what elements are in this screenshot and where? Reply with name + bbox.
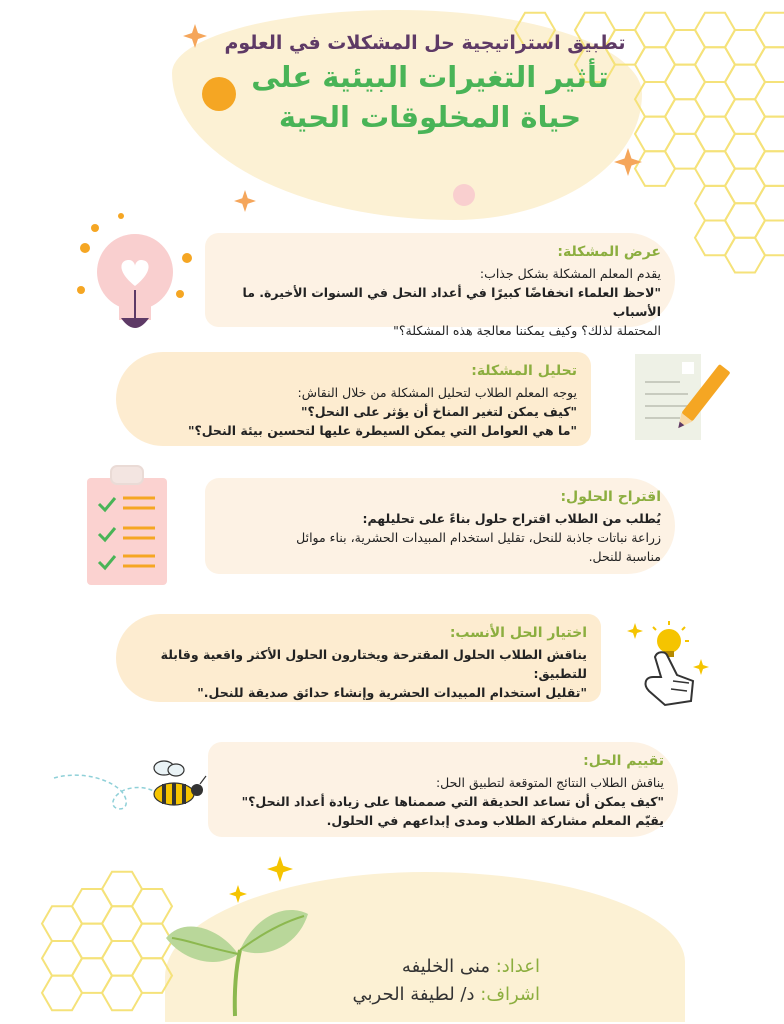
section-present-problem: [205, 233, 675, 338]
section-heading: اختيار الحل الأنسب:: [449, 625, 587, 641]
supervised-name: د/ لطيفة الحربي: [352, 984, 475, 1005]
section-line: يُطلب من الطلاب اقتراح حلول بناءً على تحليلهم:: [362, 511, 661, 526]
honeycomb-cell: [755, 221, 784, 256]
credits-prepared: [300, 956, 540, 977]
honeycomb-cell: [755, 82, 784, 117]
sparkle-icon: [267, 856, 293, 882]
section-line: يقيّم المعلم مشاركة الطلاب ومدى إبداعهم في الحلول.: [326, 813, 664, 828]
section-heading: اقتراح الحلول:: [560, 489, 661, 505]
section-line: يناقش الطلاب النتائج المتوقعة لتطبيق الحل:: [435, 775, 664, 790]
section-evaluate-solution: [208, 742, 678, 837]
subtitle: تطبيق استراتيجية حل المشكلات في العلوم: [224, 32, 626, 54]
sparkle-icon: [234, 190, 256, 212]
section-heading: تقييم الحل:: [583, 753, 664, 769]
section-line: يناقش الطلاب الحلول المقترحة ويختارون الحلول الأكثر واقعية وقابلة للتطبيق:: [160, 647, 587, 681]
honeycomb-cell: [755, 13, 784, 48]
credits-supervised: [300, 984, 540, 1005]
supervised-label: اشراف:: [480, 984, 540, 1005]
bee-icon: [52, 760, 212, 820]
idea-hand-icon: [625, 615, 715, 710]
section-line: "لاحظ العلماء انخفاضًا كبيرًا في أعداد النحل في السنوات الأخيرة. ما الأسباب: [242, 285, 661, 319]
honeycomb-cell: [755, 186, 784, 221]
page-title-line2: حياة المخلوقات الحية: [278, 100, 582, 134]
sparkle-icon: [183, 24, 207, 48]
section-line: مناسبة للنحل.: [588, 549, 661, 564]
sparkle-icon: [614, 148, 642, 176]
section-propose-solutions: [205, 478, 675, 574]
page-title: تأثير التغيرات البيئية على: [251, 60, 609, 94]
section-line: "كيف يمكن لتغير المناخ أن يؤثر على النحل؟": [301, 404, 577, 419]
section-line: "ما هي العوامل التي يمكن السيطرة عليها لتحسين بيئة النحل؟": [188, 423, 577, 438]
honeycomb-cell: [755, 117, 784, 152]
section-choose-best: [116, 614, 601, 702]
honeycomb-icon: [48, 875, 158, 1015]
section-analyze-problem: [116, 352, 591, 446]
section-heading: تحليل المشكلة:: [471, 363, 577, 379]
section-line: زراعة نباتات جاذبة للنحل، تقليل استخدام المبيدات الحشرية، بناء موائل: [296, 530, 661, 545]
section-line: "كيف يمكن أن تساعد الحديقة التي صممناها على زيادة أعداد النحل؟": [241, 794, 664, 809]
prepared-name: منى الخليفه: [401, 956, 490, 977]
dot-decoration: [452, 183, 476, 207]
section-line: يوجه المعلم الطلاب لتحليل المشكلة من خلال النقاش:: [297, 385, 577, 400]
lightbulb-icon: [75, 210, 200, 345]
prepared-label: اعداد:: [495, 956, 540, 977]
section-line: المحتملة لذلك؟ وكيف يمكننا معالجة هذه المشكلة؟": [393, 323, 661, 338]
honeycomb-cell: [755, 47, 784, 82]
sprout-icon: [160, 898, 310, 1018]
notepad-pencil-icon: [630, 352, 725, 444]
section-line: يقدم المعلم المشكلة بشكل جذاب:: [479, 266, 661, 281]
section-line: "تقليل استخدام المبيدات الحشرية وإنشاء حدائق صديقة للنحل.": [197, 685, 587, 700]
honeycomb-cell: [755, 151, 784, 186]
checklist-icon: [85, 462, 169, 587]
section-heading: عرض المشكلة:: [557, 244, 661, 260]
